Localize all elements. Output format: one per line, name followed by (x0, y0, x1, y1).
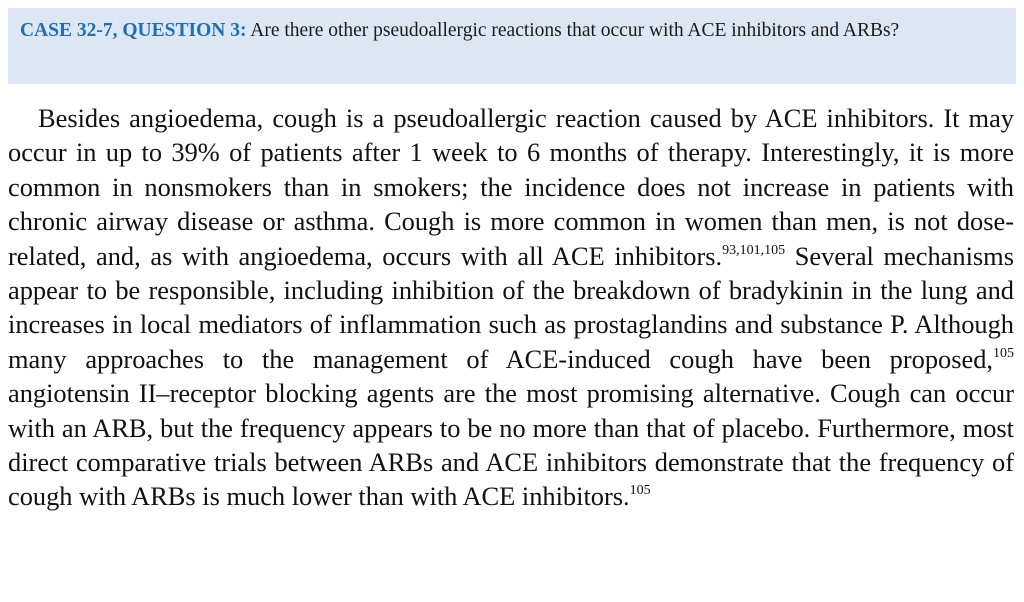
citation-3: 105 (629, 483, 651, 499)
answer-text-part-2: Several mechanisms appear to be responsible, including inhibition of the breakdown of bradykinin in the lung and increases in local mediators of inflammation such as prostaglandins and substance P. Although many approaches to the management of ACE-induced cough have been proposed, (8, 240, 1014, 374)
question-box (8, 8, 1016, 84)
question-text: Are there other pseudoallergic reactions that occur with ACE inhibitors and ARBs? (250, 20, 900, 41)
answer-text-part-3: angiotensin II–receptor blocking agents are the most promising alternative. Cough can occur with an ARB, but the frequency appears to be no more than that of placebo. Furthermore, most direct comparative trials between ARBs and ACE inhibitors demonstrate that the frequency of cough with ARBs is much lower than with ACE inhibitors. (8, 378, 1014, 512)
question-label: CASE 32-7, QUESTION 3: (20, 20, 247, 41)
answer-text-part-1: Besides angioedema, cough is a pseudoallergic reaction caused by ACE inhibitors. It may occur in up to 39% of patients after 1 week to 6 months of therapy. Interestingly, it is more common in nonsmokers than in smokers; the incidence does not increase in patients with chronic airway disease or asthma. Cough is more common in women than men, is not dose-related, and, as with angioedema, occurs with all ACE inhibitors. (8, 103, 1014, 271)
answer-paragraph (8, 101, 1014, 514)
citation-2: 105 (993, 345, 1014, 361)
citation-1: 93,101,105 (722, 242, 786, 258)
